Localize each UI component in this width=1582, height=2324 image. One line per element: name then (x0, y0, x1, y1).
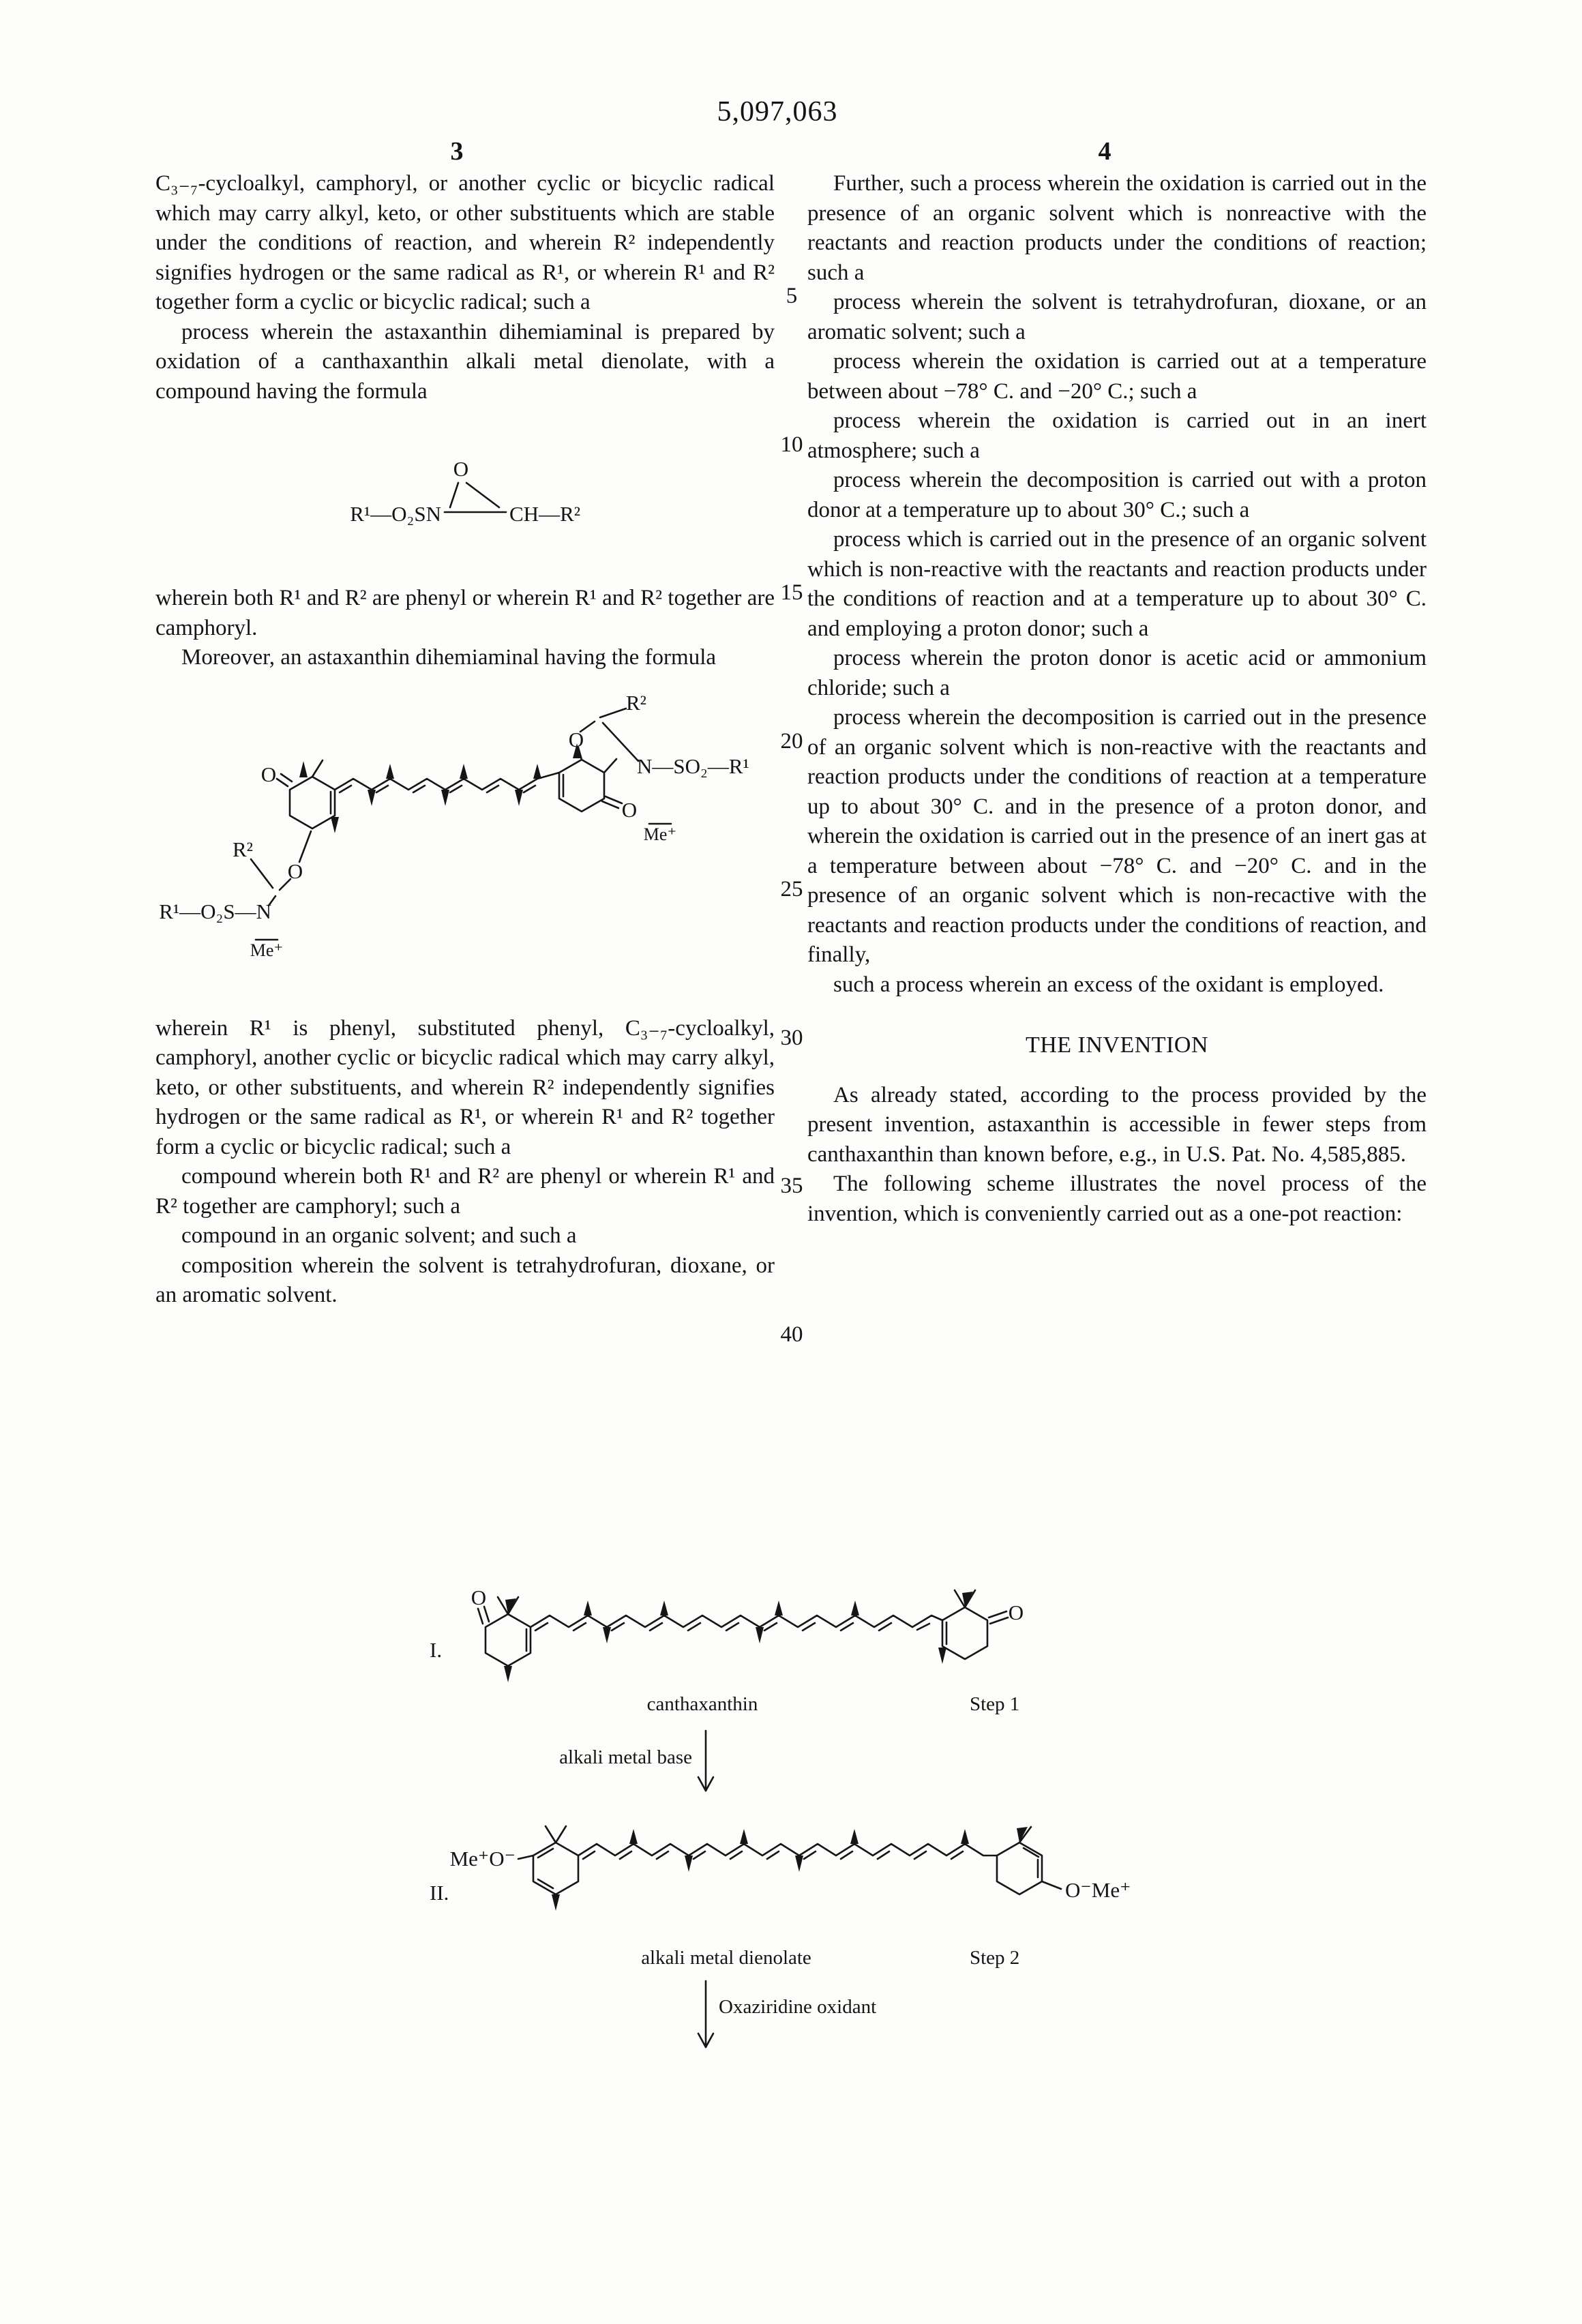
paragraph-left-8: composition wherein the solvent is tetrahydrofuran, dioxane, or an aromatic solvent. (155, 1253, 775, 1307)
structure-label-one: I. (430, 1638, 443, 1662)
down-arrow-2 (698, 1981, 713, 2047)
oxaziridine-ring-bonds (445, 483, 506, 512)
arrow1-reagent-label: alkali metal base (559, 1746, 692, 1768)
gutter-line-number-15: 15 (780, 580, 803, 605)
dihemiaminal-right-sulfonamide: N—SO₂—R¹ (637, 754, 749, 778)
dihemiaminal-top-o: O (568, 727, 584, 751)
dihemiaminal-left-o: O (287, 859, 303, 883)
dihemiaminal-left-r2: R² (233, 837, 253, 861)
paragraph-right-6: process which is carried out in the presence of an organic solvent which is non-reactive with the reactants and reaction products under the conditions of reaction and at a temperature up to about 30° C. and employing a proton donor; such a (807, 527, 1427, 641)
paragraph-right-1: Further, such a process wherein the oxidation is carried out in the presence of an organic solvent which is nonreactive with the reactants and reaction products under the conditions of reaction; such a (807, 171, 1427, 285)
paragraph-right-10: As already stated, according to the process provided by the present invention, astaxanthin is accessible in fewer steps from canthaxanthin than known before, e.g., in U.S. Pat. No. 4,585,885. (807, 1082, 1427, 1167)
gutter-line-number-5: 5 (786, 284, 798, 308)
paragraph-left-5: wherein R¹ is phenyl, substituted phenyl, C₃₋₇-cycloalkyl, camphoryl, another cyclic or bicyclic radical which may carry alkyl, keto, or other substituents, and wherein R² independently signifies hydrogen or the same radical as R¹, or wherein R¹ and R² together form a cyclic or bicyclic radical; such a (155, 1015, 775, 1159)
patent-number: 5,097,063 (717, 96, 838, 128)
oxaziridine-formula (295, 447, 636, 550)
reaction-scheme (382, 1562, 1227, 2100)
column-number-right: 4 (1098, 137, 1111, 166)
dihemiaminal-structure (155, 683, 769, 983)
dihemiaminal-left-me-cation: Me⁺ (250, 940, 284, 960)
gutter-line-number-10: 10 (780, 432, 803, 457)
gutter-line-number-30: 30 (780, 1026, 803, 1050)
gutter-line-number-20: 20 (780, 729, 803, 754)
paragraph-left-3: wherein both R¹ and R² are phenyl or wherein R¹ and R² together are camphoryl. (155, 586, 775, 640)
canthaxanthin-structure (430, 1585, 1024, 1682)
paragraph-left-1: C₃₋₇-cycloalkyl, camphoryl, or another cyclic or bicyclic radical which may carry alkyl, keto, or other substituents which are stable under the conditions of reaction, and wherein R² independently signifies hydrogen or the same radical as R¹, or wherein R¹ and R² together form a cyclic or bicyclic radical; such a (155, 171, 775, 314)
oxaziridine-right-group: CH—R² (509, 502, 581, 526)
gutter-line-number-35: 35 (780, 1174, 803, 1198)
paragraph-left-7: compound in an organic solvent; and such a (181, 1223, 577, 1248)
dihemiaminal-methyl-wedges (299, 743, 581, 833)
dihemiaminal-ketone-o: O (260, 762, 277, 786)
paragraph-left-4: Moreover, an astaxanthin dihemiaminal having the formula (181, 645, 717, 670)
step1-label: Step 1 (970, 1693, 1020, 1715)
arrow2-reagent-label: Oxaziridine oxidant (719, 1996, 877, 2018)
oxaziridine-left-group: R¹—O₂SN (350, 502, 441, 526)
structure-label-two: II. (430, 1881, 449, 1905)
gutter-line-number-25: 25 (780, 877, 803, 902)
down-arrow-1 (698, 1731, 713, 1791)
oxaziridine-apex-o: O (453, 457, 469, 481)
gutter-line-number-40: 40 (780, 1322, 803, 1347)
paragraph-right-11: The following scheme illustrates the novel process of the invention, which is conveniently carried out as a one-pot reaction: (807, 1172, 1427, 1226)
paragraph-right-8: process wherein the decomposition is carried out in the presence of an organic solvent which is non-reactive with the reactants and reaction products under the conditions of reaction at a temperature up to about 30° C. and in the presence of a proton donor, and wherein the oxidation is carried out in the presence of an inert gas at a temperature between about −78° C. and −20° C. and in the presence of an organic solvent which is non-recactive with the reactants and reaction products under the conditions of reaction, and finally, (807, 705, 1427, 967)
section-heading-the-invention: THE INVENTION (1025, 1032, 1209, 1058)
dienolate-structure (430, 1826, 1131, 1911)
right-column (807, 169, 1427, 1229)
canthaxanthin-left-o: O (471, 1585, 487, 1609)
paragraph-right-3: process wherein the oxidation is carried out at a temperature between about −78° C. and −20° C.; such a (807, 349, 1427, 404)
left-column (155, 169, 775, 1311)
paragraph-left-6: compound wherein both R¹ and R² are phenyl or wherein R¹ and R² together are camphoryl; such a (155, 1164, 775, 1219)
dienolate-name-label: alkali metal dienolate (641, 1947, 811, 1969)
dienolate-right-metal-oxide: O⁻Me⁺ (1065, 1878, 1131, 1902)
paragraph-right-2: process wherein the solvent is tetrahydrofuran, dioxane, or an aromatic solvent; such a (807, 290, 1427, 344)
paragraph-left-2: process wherein the astaxanthin dihemiaminal is prepared by oxidation of a canthaxanthin alkali metal dienolate, with a compound having the formula (155, 319, 775, 404)
paragraph-right-4: process wherein the oxidation is carried out in an inert atmosphere; such a (807, 408, 1427, 463)
paragraph-right-9: such a process wherein an excess of the oxidant is employed. (833, 972, 1384, 997)
step2-label: Step 2 (970, 1947, 1020, 1969)
column-number-left: 3 (450, 137, 464, 166)
paragraph-right-7: process wherein the proton donor is acetic acid or ammonium chloride; such a (807, 646, 1427, 700)
dihemiaminal-bonds (251, 709, 671, 940)
dihemiaminal-ring-o: O (621, 797, 638, 822)
canthaxanthin-right-o: O (1008, 1600, 1024, 1624)
dihemiaminal-left-sulfonamide: R¹—O₂S—N (159, 899, 271, 923)
dienolate-left-metal-oxide: Me⁺O⁻ (449, 1847, 516, 1871)
paragraph-right-5: process wherein the decomposition is carried out with a proton donor at a temperature up to about 30° C.; such a (807, 468, 1427, 522)
canthaxanthin-name-label: canthaxanthin (646, 1693, 758, 1715)
dihemiaminal-right-me-cation: Me⁺ (643, 824, 677, 844)
dihemiaminal-top-r2: R² (626, 690, 646, 715)
